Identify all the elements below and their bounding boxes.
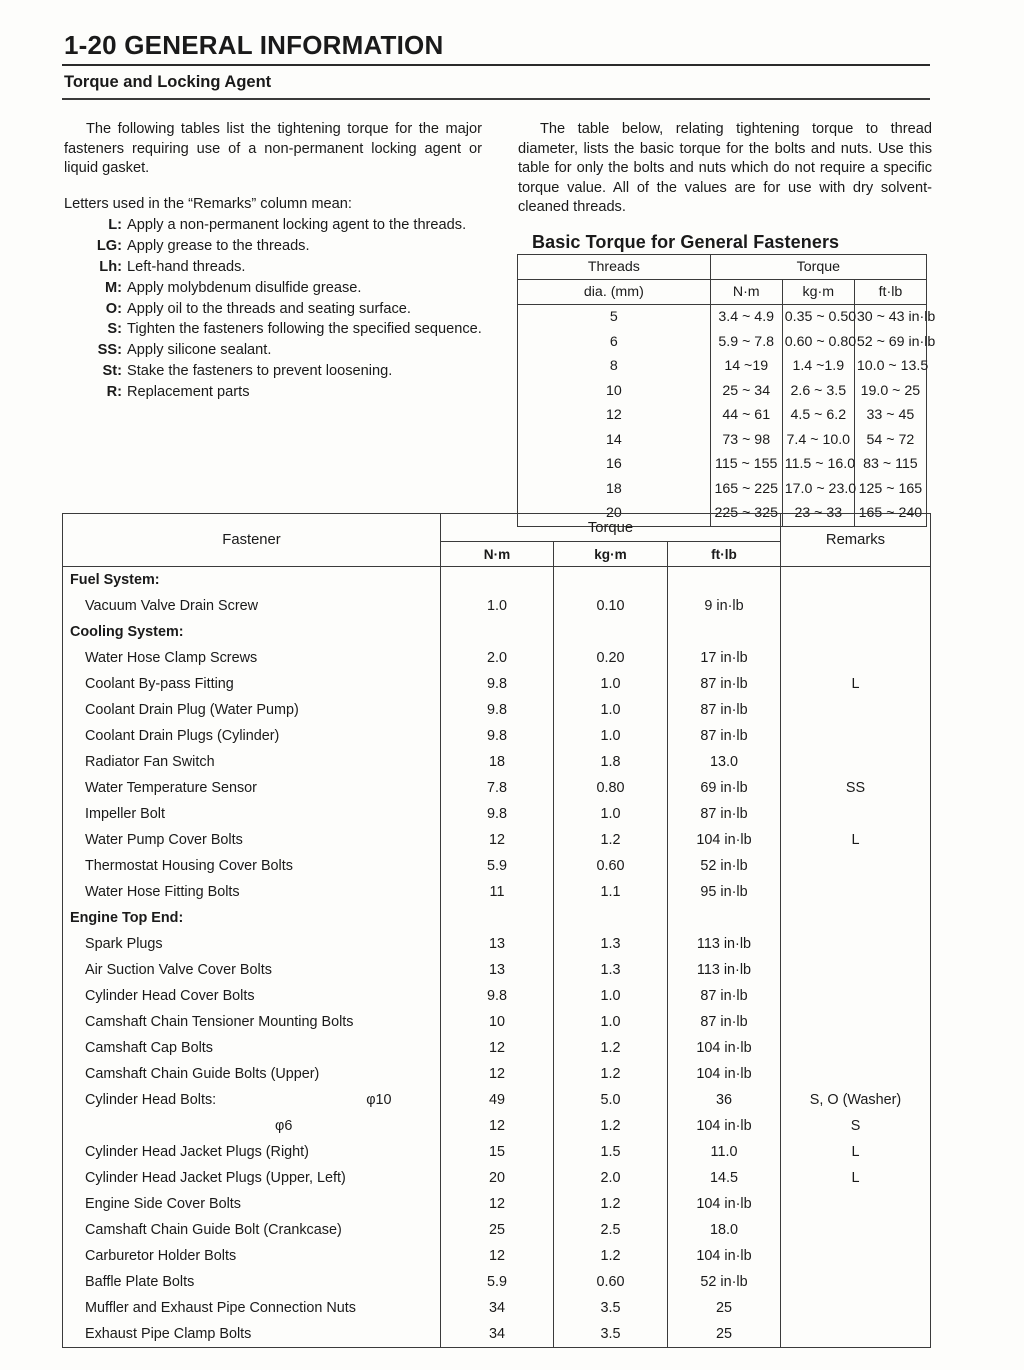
spacer — [64, 179, 482, 195]
cell-kgm: 1.2 — [554, 1113, 668, 1139]
cell-remarks: L — [781, 1165, 931, 1191]
table-row — [518, 452, 927, 477]
cell-fastener: Camshaft Chain Guide Bolts (Upper) — [63, 1061, 441, 1087]
cell-fastener: Cylinder Head Cover Bolts — [63, 983, 441, 1009]
cell-nm — [441, 567, 554, 594]
cell-kgm: 1.0 — [554, 801, 668, 827]
cell-fastener: Thermostat Housing Cover Bolts — [63, 853, 441, 879]
cell-ftlb: 33 ~ 45 — [854, 403, 926, 428]
cell-fastener-label: Cylinder Head Bolts: — [85, 1092, 217, 1108]
cell-kgm: 1.2 — [554, 827, 668, 853]
table-row — [63, 1321, 931, 1348]
table-row — [518, 330, 927, 355]
cell-ftlb: 104 in·lb — [668, 1191, 781, 1217]
cell-fastener: Spark Plugs — [63, 931, 441, 957]
cell-nm: 165 ~ 225 — [710, 477, 782, 502]
cell-kgm: 1.8 — [554, 749, 668, 775]
cell-kgm: 0.60 — [554, 1269, 668, 1295]
table-row — [63, 1217, 931, 1243]
table-row — [63, 1295, 931, 1321]
table-header-row — [518, 255, 927, 280]
page-header — [62, 30, 930, 100]
table-row — [63, 879, 931, 905]
cell-nm: 9.8 — [441, 697, 554, 723]
legend-item — [64, 320, 482, 340]
cell-remarks — [781, 1009, 931, 1035]
table-row — [63, 1035, 931, 1061]
cell-dia: 14 — [518, 428, 711, 453]
cell-ftlb: 9 in·lb — [668, 593, 781, 619]
cell-kgm: 1.2 — [554, 1243, 668, 1269]
cell-kgm: 0.60 — [554, 853, 668, 879]
cell-nm: 12 — [441, 1191, 554, 1217]
table-row — [63, 931, 931, 957]
cell-kgm — [554, 619, 668, 645]
page-title: 1-20 GENERAL INFORMATION — [64, 30, 444, 60]
cell-kgm: 7.4 ~ 10.0 — [782, 428, 854, 453]
table-row — [63, 905, 931, 931]
legend-text: Tighten the fasteners following the specified sequence. — [127, 321, 482, 338]
cell-fastener-diameter: φ6 — [275, 1118, 293, 1134]
cell-remarks — [781, 723, 931, 749]
cell-fastener: Exhaust Pipe Clamp Bolts — [63, 1321, 441, 1348]
fastener-table-wrap — [62, 513, 930, 1348]
cell-nm: 9.8 — [441, 723, 554, 749]
cell-nm: 9.8 — [441, 983, 554, 1009]
cell-ftlb: 52 in·lb — [668, 853, 781, 879]
cell-fastener: Water Hose Fitting Bolts — [63, 879, 441, 905]
cell-nm: 225 ~ 325 — [710, 501, 782, 526]
cell-remarks — [781, 957, 931, 983]
cell-remarks — [781, 905, 931, 931]
col-header-ftlb: ft·lb — [668, 542, 781, 567]
cell-remarks: SS — [781, 775, 931, 801]
cell-kgm: 1.1 — [554, 879, 668, 905]
cell-kgm: 1.0 — [554, 1009, 668, 1035]
table-row — [518, 379, 927, 404]
cell-fastener: Coolant Drain Plugs (Cylinder) — [63, 723, 441, 749]
table-row — [63, 1009, 931, 1035]
fastener-torque-table — [62, 513, 931, 1348]
cell-ftlb: 19.0 ~ 25 — [854, 379, 926, 404]
legend-key: Lh: — [99, 258, 122, 275]
table-row — [518, 354, 927, 379]
table-row — [63, 853, 931, 879]
cell-nm: 12 — [441, 1243, 554, 1269]
cell-remarks — [781, 1295, 931, 1321]
basic-torque-table — [517, 254, 936, 527]
legend-key: R: — [106, 383, 122, 400]
legend-key: St: — [102, 362, 122, 379]
cell-nm: 25 — [441, 1217, 554, 1243]
cell-remarks: L — [781, 827, 931, 853]
cell-remarks — [781, 1217, 931, 1243]
cell-nm: 44 ~ 61 — [710, 403, 782, 428]
cell-fastener: Muffler and Exhaust Pipe Connection Nuts — [63, 1295, 441, 1321]
cell-fastener: Coolant By-pass Fitting — [63, 671, 441, 697]
cell-remarks — [781, 801, 931, 827]
cell-remarks: S — [781, 1113, 931, 1139]
cell-fastener — [63, 1113, 441, 1139]
cell-kgm: 1.4 ~1.9 — [782, 354, 854, 379]
cell-kgm: 2.5 — [554, 1217, 668, 1243]
legend-item — [64, 237, 482, 257]
cell-kgm: 11.5 ~ 16.0 — [782, 452, 854, 477]
cell-fastener: Water Pump Cover Bolts — [63, 827, 441, 853]
cell-kgm: 1.0 — [554, 671, 668, 697]
cell-kgm: 2.6 ~ 3.5 — [782, 379, 854, 404]
col-header-torque: Torque — [710, 255, 926, 280]
cell-fastener: Cylinder Head Jacket Plugs (Upper, Left) — [63, 1165, 441, 1191]
cell-kgm: 1.0 — [554, 723, 668, 749]
legend-text: Apply oil to the threads and seating surface. — [127, 300, 411, 317]
cell-nm: 34 — [441, 1295, 554, 1321]
table-header-row — [63, 514, 931, 542]
table-row — [63, 645, 931, 671]
cell-nm: 5.9 — [441, 1269, 554, 1295]
cell-nm: 20 — [441, 1165, 554, 1191]
cell-nm: 12 — [441, 1061, 554, 1087]
cell-ftlb: 87 in·lb — [668, 671, 781, 697]
cell-nm: 49 — [441, 1087, 554, 1113]
cell-nm: 25 ~ 34 — [710, 379, 782, 404]
cell-remarks — [781, 853, 931, 879]
table-row — [63, 749, 931, 775]
cell-remarks: S, O (Washer) — [781, 1087, 931, 1113]
cell-kgm: 0.60 ~ 0.80 — [782, 330, 854, 355]
cell-nm — [441, 619, 554, 645]
cell-dia: 12 — [518, 403, 711, 428]
cell-kgm: 0.80 — [554, 775, 668, 801]
cell-fastener: Camshaft Cap Bolts — [63, 1035, 441, 1061]
table-row — [63, 671, 931, 697]
cell-fastener: Baffle Plate Bolts — [63, 1269, 441, 1295]
cell-ftlb: 87 in·lb — [668, 1009, 781, 1035]
cell-remarks: L — [781, 1139, 931, 1165]
intro-paragraph-right: The table below, relating tightening torque to thread diameter, lists the basic torque for the bolts and nuts. Use this table for only the bolts and nuts which do not require a specific torque value. All of the values are for use with dry solvent-cleaned threads. — [518, 121, 932, 216]
cell-ftlb: 54 ~ 72 — [854, 428, 926, 453]
cell-fastener: Vacuum Valve Drain Screw — [63, 593, 441, 619]
cell-kgm: 1.0 — [554, 697, 668, 723]
table-row — [518, 403, 927, 428]
table-row — [63, 983, 931, 1009]
legend-item — [64, 279, 482, 299]
cell-kgm: 2.0 — [554, 1165, 668, 1191]
cell-remarks — [781, 879, 931, 905]
cell-nm: 5.9 — [441, 853, 554, 879]
cell-dia: 6 — [518, 330, 711, 355]
legend-item — [64, 362, 482, 382]
legend-text: Stake the fasteners to prevent loosening. — [127, 362, 393, 379]
table-row — [63, 1061, 931, 1087]
cell-kgm — [554, 905, 668, 931]
cell-nm: 13 — [441, 957, 554, 983]
legend-text: Apply grease to the threads. — [127, 238, 310, 255]
cell-fastener: Cooling System: — [63, 619, 441, 645]
cell-ftlb: 104 in·lb — [668, 1035, 781, 1061]
cell-nm: 13 — [441, 931, 554, 957]
legend-key: S: — [107, 321, 122, 338]
cell-nm: 12 — [441, 1113, 554, 1139]
table-row — [63, 1269, 931, 1295]
col-header-nm: N·m — [441, 542, 554, 567]
cell-kgm: 17.0 ~ 23.0 — [782, 477, 854, 502]
table-row — [518, 305, 927, 330]
col-header-kgm: kg·m — [782, 280, 854, 305]
cell-fastener: Water Hose Clamp Screws — [63, 645, 441, 671]
intro-paragraph-left: The following tables list the tightening torque for the major fasteners requiring use of a non-permanent locking agent or liquid gasket. — [64, 121, 482, 177]
table-row — [63, 723, 931, 749]
col-header-torque: Torque — [441, 514, 781, 542]
cell-ftlb: 125 ~ 165 — [854, 477, 926, 502]
cell-ftlb: 36 — [668, 1087, 781, 1113]
cell-fastener: Fuel System: — [63, 567, 441, 594]
cell-ftlb: 11.0 — [668, 1139, 781, 1165]
cell-fastener: Radiator Fan Switch — [63, 749, 441, 775]
cell-kgm: 0.10 — [554, 593, 668, 619]
right-text-column — [518, 120, 932, 259]
cell-fastener: Camshaft Chain Tensioner Mounting Bolts — [63, 1009, 441, 1035]
cell-kgm: 1.2 — [554, 1035, 668, 1061]
cell-kgm: 4.5 ~ 6.2 — [782, 403, 854, 428]
cell-fastener: Coolant Drain Plug (Water Pump) — [63, 697, 441, 723]
table-row — [63, 1165, 931, 1191]
table-row — [63, 801, 931, 827]
legend-text: Apply molybdenum disulfide grease. — [127, 279, 362, 296]
cell-nm: 2.0 — [441, 645, 554, 671]
table-row — [63, 1087, 931, 1113]
cell-fastener: Camshaft Chain Guide Bolt (Crankcase) — [63, 1217, 441, 1243]
cell-remarks — [781, 931, 931, 957]
legend-item — [64, 216, 482, 236]
cell-ftlb: 113 in·lb — [668, 931, 781, 957]
cell-remarks — [781, 1321, 931, 1348]
cell-kgm: 1.0 — [554, 983, 668, 1009]
cell-ftlb: 104 in·lb — [668, 1061, 781, 1087]
cell-ftlb: 95 in·lb — [668, 879, 781, 905]
table-row — [63, 567, 931, 594]
cell-ftlb — [668, 619, 781, 645]
cell-kgm: 0.20 — [554, 645, 668, 671]
cell-nm: 34 — [441, 1321, 554, 1348]
cell-kgm: 1.3 — [554, 931, 668, 957]
cell-ftlb — [668, 567, 781, 594]
cell-ftlb: 69 in·lb — [668, 775, 781, 801]
cell-dia: 10 — [518, 379, 711, 404]
cell-ftlb: 25 — [668, 1295, 781, 1321]
cell-fastener — [63, 1087, 441, 1113]
cell-dia: 16 — [518, 452, 711, 477]
cell-nm: 9.8 — [441, 671, 554, 697]
legend-text: Replacement parts — [127, 383, 250, 400]
legend-key: O: — [105, 300, 122, 317]
cell-remarks — [781, 697, 931, 723]
cell-nm: 12 — [441, 827, 554, 853]
table-row — [63, 697, 931, 723]
cell-nm: 3.4 ~ 4.9 — [710, 305, 782, 330]
col-header-threads: Threads — [518, 255, 711, 280]
cell-nm: 12 — [441, 1035, 554, 1061]
cell-nm: 5.9 ~ 7.8 — [710, 330, 782, 355]
cell-kgm: 1.5 — [554, 1139, 668, 1165]
legend-item — [64, 258, 482, 278]
cell-ftlb: 18.0 — [668, 1217, 781, 1243]
table-row — [63, 1139, 931, 1165]
legend-item — [64, 300, 482, 320]
table-row — [63, 1113, 931, 1139]
cell-ftlb: 25 — [668, 1321, 781, 1348]
cell-remarks — [781, 1191, 931, 1217]
cell-ftlb: 87 in·lb — [668, 723, 781, 749]
cell-remarks — [781, 645, 931, 671]
table-row — [63, 957, 931, 983]
col-header-kgm: kg·m — [554, 542, 668, 567]
cell-dia: 18 — [518, 477, 711, 502]
table-row — [63, 1191, 931, 1217]
cell-ftlb: 30 ~ 43 in·lb — [854, 305, 926, 330]
cell-remarks — [781, 1061, 931, 1087]
cell-kgm: 1.3 — [554, 957, 668, 983]
table-row — [63, 1243, 931, 1269]
cell-ftlb: 165 ~ 240 — [854, 501, 926, 526]
col-header-remarks: Remarks — [781, 514, 931, 567]
cell-fastener: Water Temperature Sensor — [63, 775, 441, 801]
legend-key: LG: — [96, 238, 122, 255]
cell-kgm: 3.5 — [554, 1321, 668, 1348]
cell-nm: 14 ~19 — [710, 354, 782, 379]
cell-dia: 8 — [518, 354, 711, 379]
cell-remarks — [781, 1035, 931, 1061]
cell-fastener: Cylinder Head Jacket Plugs (Right) — [63, 1139, 441, 1165]
col-header-threads-dia: dia. (mm) — [518, 280, 711, 305]
table-row — [63, 593, 931, 619]
cell-fastener-diameter: φ10 — [366, 1092, 392, 1108]
cell-kgm: 1.2 — [554, 1191, 668, 1217]
cell-remarks — [781, 749, 931, 775]
cell-ftlb: 52 in·lb — [668, 1269, 781, 1295]
cell-nm — [441, 905, 554, 931]
cell-nm: 18 — [441, 749, 554, 775]
cell-fastener: Carburetor Holder Bolts — [63, 1243, 441, 1269]
cell-remarks: L — [781, 671, 931, 697]
cell-nm: 73 ~ 98 — [710, 428, 782, 453]
cell-kgm: 3.5 — [554, 1295, 668, 1321]
cell-fastener: Engine Side Cover Bolts — [63, 1191, 441, 1217]
cell-nm: 11 — [441, 879, 554, 905]
cell-dia: 5 — [518, 305, 711, 330]
table-row — [63, 775, 931, 801]
cell-ftlb: 87 in·lb — [668, 801, 781, 827]
legend-text: Apply silicone sealant. — [127, 342, 272, 359]
cell-ftlb: 104 in·lb — [668, 827, 781, 853]
header-rule-thin — [62, 98, 930, 100]
table-row — [518, 428, 927, 453]
cell-ftlb: 10.0 ~ 13.5 — [854, 354, 926, 379]
cell-ftlb: 13.0 — [668, 749, 781, 775]
left-text-column — [64, 120, 482, 404]
cell-remarks — [781, 1243, 931, 1269]
section-title: Torque and Locking Agent — [64, 73, 272, 91]
remarks-legend-list — [64, 216, 482, 402]
legend-text: Apply a non-permanent locking agent to the threads. — [127, 217, 467, 234]
cell-kgm: 1.2 — [554, 1061, 668, 1087]
col-header-nm: N·m — [710, 280, 782, 305]
table-row — [518, 477, 927, 502]
cell-ftlb: 104 in·lb — [668, 1243, 781, 1269]
cell-ftlb: 113 in·lb — [668, 957, 781, 983]
cell-kgm: 23 ~ 33 — [782, 501, 854, 526]
cell-fastener: Impeller Bolt — [63, 801, 441, 827]
cell-remarks — [781, 567, 931, 594]
cell-kgm: 5.0 — [554, 1087, 668, 1113]
legend-item — [64, 341, 482, 361]
header-rule-thick — [62, 64, 930, 66]
legend-item — [64, 383, 482, 403]
cell-remarks — [781, 619, 931, 645]
basic-torque-table-wrap — [517, 254, 936, 527]
cell-fastener: Engine Top End: — [63, 905, 441, 931]
table-row — [63, 619, 931, 645]
col-header-fastener: Fastener — [63, 514, 441, 567]
cell-dia: 20 — [518, 501, 711, 526]
cell-remarks — [781, 593, 931, 619]
cell-nm: 9.8 — [441, 801, 554, 827]
cell-nm: 15 — [441, 1139, 554, 1165]
cell-ftlb: 83 ~ 115 — [854, 452, 926, 477]
cell-kgm — [554, 567, 668, 594]
table-row — [63, 827, 931, 853]
legend-text: Left-hand threads. — [127, 258, 246, 275]
col-header-ftlb: ft·lb — [854, 280, 926, 305]
cell-ftlb: 87 in·lb — [668, 697, 781, 723]
cell-nm: 10 — [441, 1009, 554, 1035]
cell-ftlb: 87 in·lb — [668, 983, 781, 1009]
cell-nm: 7.8 — [441, 775, 554, 801]
legend-intro: Letters used in the “Remarks” column mean: — [64, 195, 352, 212]
legend-key: SS: — [97, 342, 122, 359]
cell-kgm: 0.35 ~ 0.50 — [782, 305, 854, 330]
basic-torque-title: Basic Torque for General Fasteners — [532, 231, 840, 252]
cell-nm: 115 ~ 155 — [710, 452, 782, 477]
cell-nm: 1.0 — [441, 593, 554, 619]
cell-remarks — [781, 1269, 931, 1295]
cell-ftlb: 52 ~ 69 in·lb — [854, 330, 926, 355]
legend-key: M: — [104, 279, 122, 296]
table-subheader-row — [518, 280, 927, 305]
cell-ftlb — [668, 905, 781, 931]
cell-ftlb: 104 in·lb — [668, 1113, 781, 1139]
cell-fastener: Air Suction Valve Cover Bolts — [63, 957, 441, 983]
cell-remarks — [781, 983, 931, 1009]
legend-key: L: — [108, 217, 122, 234]
cell-ftlb: 14.5 — [668, 1165, 781, 1191]
cell-ftlb: 17 in·lb — [668, 645, 781, 671]
